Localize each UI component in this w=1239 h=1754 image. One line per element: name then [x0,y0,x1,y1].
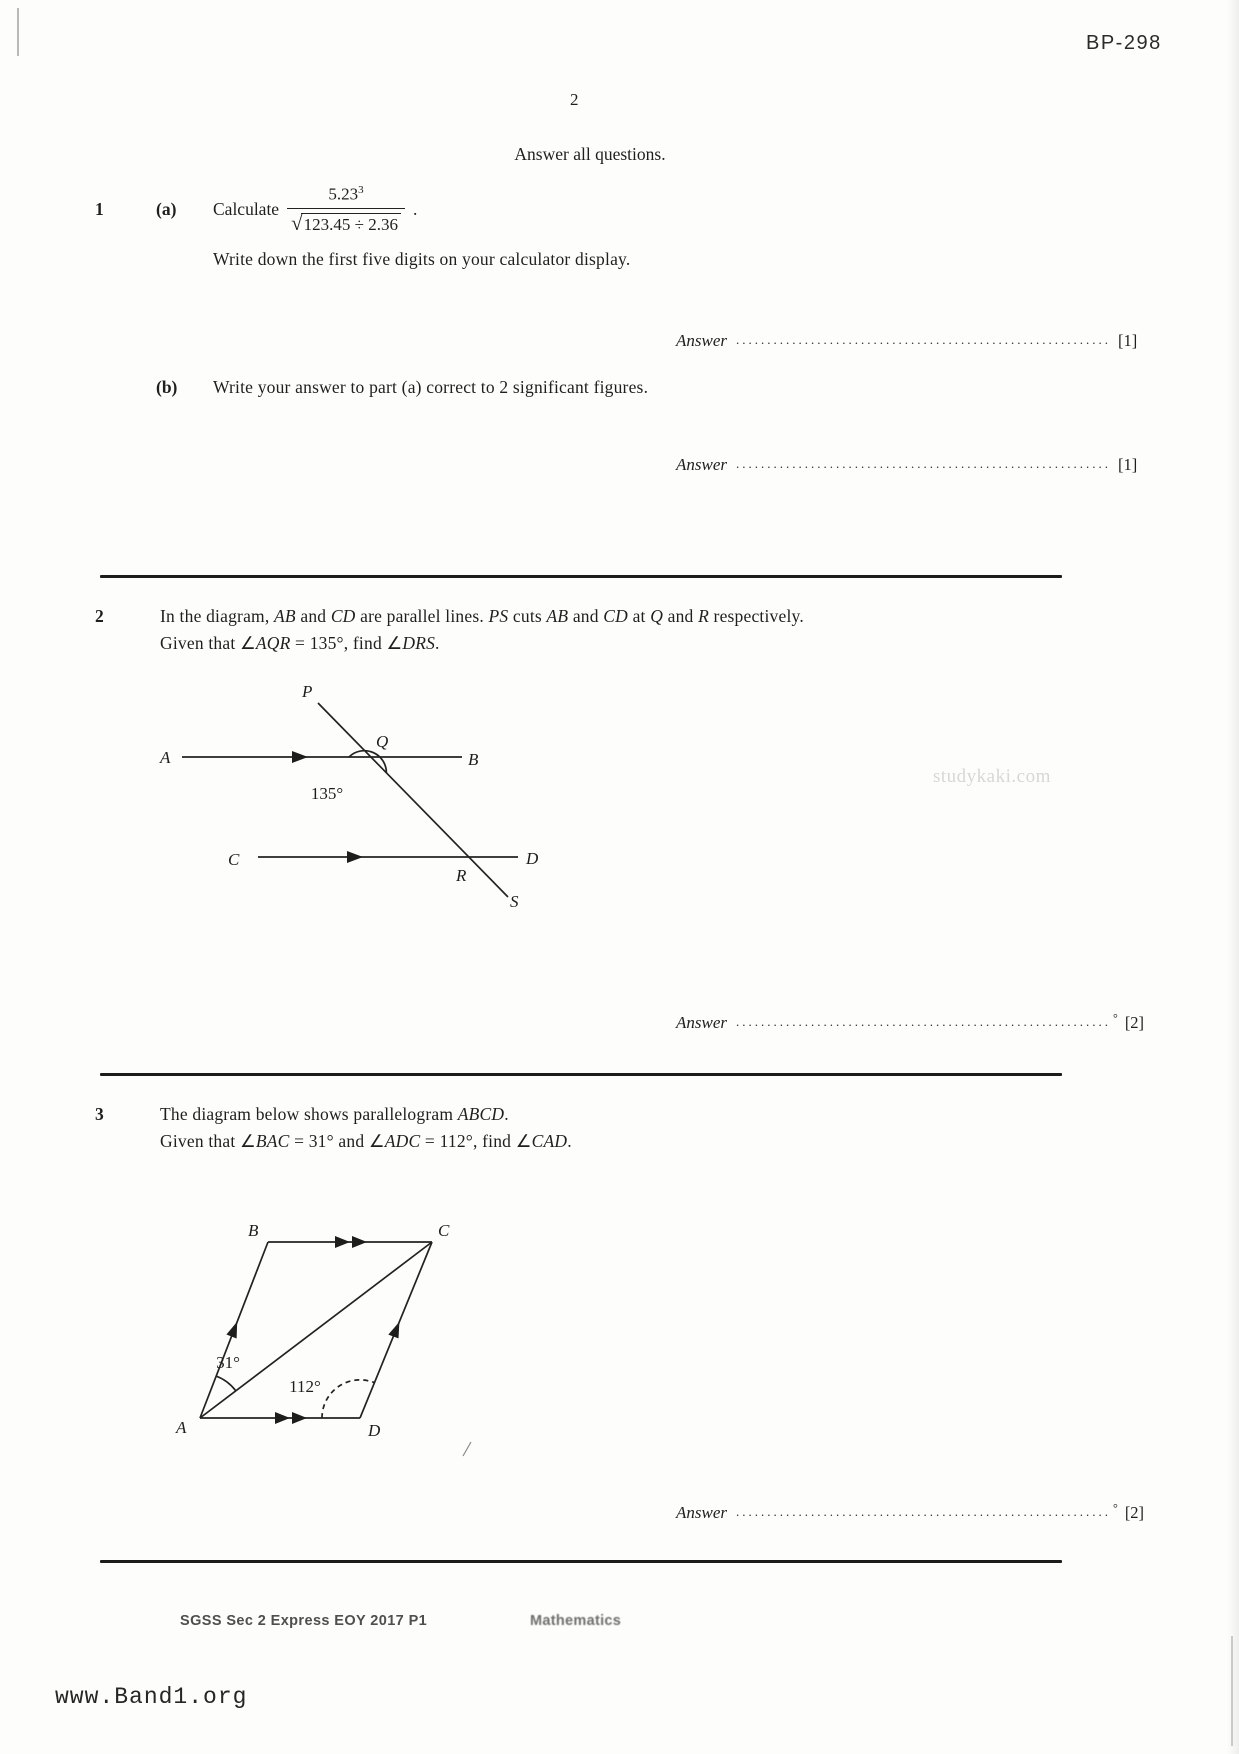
footer-subject: Mathematics [530,1613,622,1629]
answer-label: Answer [676,1013,727,1032]
q2-text-line1: In the diagram, AB and CD are parallel lines. PS cuts AB and CD at Q and R respectively. [160,606,804,626]
footer-doc-code: SGSS Sec 2 Express EOY 2017 P1 [180,1613,428,1629]
q3-text-line2: Given that ∠BAC = 31° and ∠ADC = 112°, find ∠CAD. [160,1131,572,1151]
double-arrow-ad-1 [275,1412,290,1424]
instruction-line: Answer all questions. [514,144,666,164]
double-arrow-ad-2 [292,1412,307,1424]
q1-number: 1 [95,199,104,219]
label-q: Q [376,732,389,751]
label-b: B [468,750,479,769]
parallel-arrow-ab [292,751,308,763]
label-b: B [248,1221,259,1240]
marks-badge: [2] [1124,1503,1145,1522]
answer-dotted-line: ............................................................ [736,332,1111,347]
section-divider [100,1073,1062,1076]
answer-label: Answer [676,331,727,350]
q3-answer-line [676,1501,1145,1523]
single-arrow-dc [388,1322,399,1339]
q2-parallel-lines-diagram [150,675,550,915]
scan-edge-shadow [1227,0,1239,1754]
answer-dotted-line: ............................................................ [736,1504,1111,1519]
label-s: S [510,892,519,911]
period: . [412,198,418,219]
scan-artifact-left [17,8,19,56]
answer-label: Answer [676,1503,727,1522]
marks-badge: [2] [1124,1013,1145,1032]
angle-value-135: 135° [310,784,344,803]
answer-label: Answer [676,455,727,474]
parallel-arrow-cd [347,851,363,863]
label-d: D [526,849,539,868]
label-c: C [438,1221,450,1240]
q3-parallelogram-diagram [150,1190,510,1470]
fraction [287,184,405,235]
sqrt-symbol: √ [291,210,303,235]
double-arrow-bc-2 [352,1236,367,1248]
q2-text-line2: Given that ∠AQR = 135°, find ∠DRS. [160,633,440,653]
scan-slash-mark [463,1442,471,1456]
marks-badge: [1] [1118,455,1138,474]
q1a-label: (a) [156,199,177,219]
q1a-calculation [213,184,417,235]
single-arrow-ab [226,1322,237,1339]
transversal-ps [318,703,508,897]
q2-number: 2 [95,606,104,626]
label-d: D [368,1421,381,1440]
q3-text-line1: The diagram below shows parallelogram ABCD. [160,1104,509,1124]
q1b-label: (b) [156,377,178,397]
paper-code: BP-298 [1086,32,1162,54]
fraction-denominator [287,208,405,235]
angle-value-31: 31° [216,1353,240,1372]
section-divider [100,575,1062,578]
degree-mark: ° [1113,1501,1118,1515]
label-p: P [302,682,313,701]
label-a: A [176,1418,187,1437]
page-number: 2 [570,90,579,109]
angle-value-112: 112° [289,1377,321,1396]
answer-dotted-line: ............................................................ [736,456,1111,471]
answer-dotted-line: ............................................................ [736,1014,1111,1029]
q1a-calculate-word: Calculate [213,198,280,219]
double-arrow-bc-1 [335,1236,350,1248]
q1b-answer-line [676,455,1138,475]
q3-number: 3 [95,1104,104,1124]
degree-mark: ° [1113,1011,1118,1025]
q1b-text: Write your answer to part (a) correct to 2 significant figures. [213,377,649,397]
q1a-instruction: Write down the first five digits on your calculator display. [213,249,631,269]
watermark: studykaki.com [933,766,1051,787]
footer-site-url: www.Band1.org [55,1684,248,1710]
angle-arc-112 [322,1380,374,1418]
label-r: R [456,866,467,885]
marks-badge: [1] [1118,331,1138,350]
q2-answer-line [676,1011,1145,1033]
exponent: 3 [358,184,364,196]
section-divider [100,1560,1062,1563]
label-c: C [228,850,240,869]
sqrt-radicand: 123.45 ÷ 2.36 [301,213,401,235]
fraction-numerator: 5.23$^3$ [328,184,364,204]
angle-arc-31 [216,1376,236,1391]
label-a: A [160,748,171,767]
q1a-answer-line [676,331,1138,351]
